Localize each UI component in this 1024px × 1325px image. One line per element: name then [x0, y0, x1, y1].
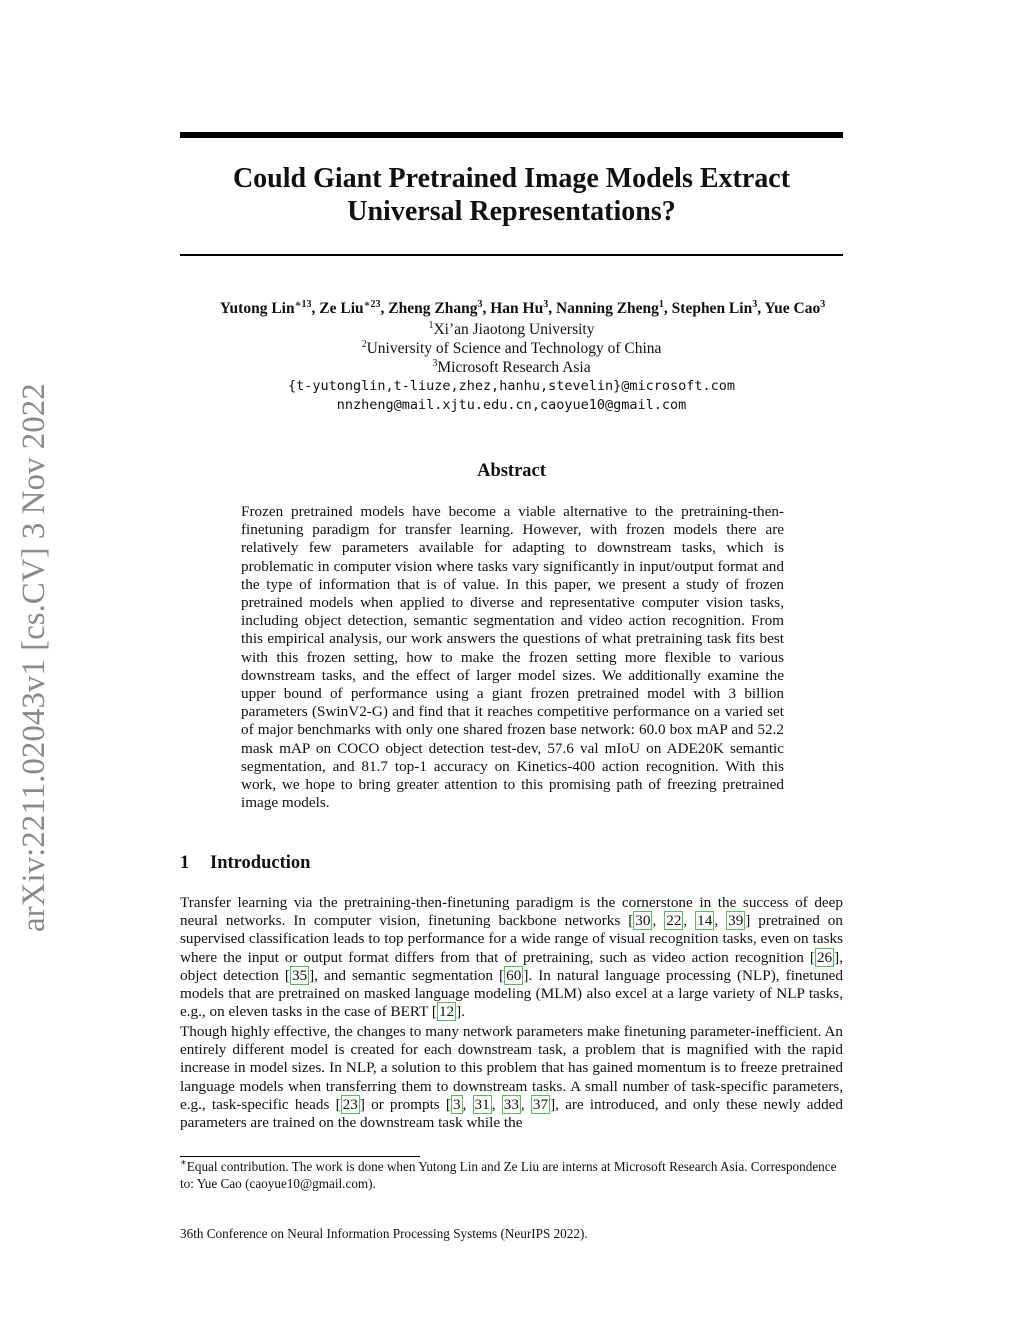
citation-link[interactable]: 12 [438, 1003, 455, 1021]
author-affiliation-marker: 3 [752, 298, 758, 310]
citation-link[interactable]: 35 [291, 966, 308, 984]
author-affiliation-marker: ∗23 [363, 298, 381, 310]
author-affiliation-marker: 3 [543, 298, 549, 310]
citation-link[interactable]: 14 [697, 912, 713, 930]
author-name: Nanning Zheng [555, 300, 659, 317]
section-title: Introduction [210, 853, 311, 873]
citation-link[interactable]: 33 [503, 1095, 519, 1113]
author-list: Yutong Lin$^{∗13}$, Ze Liu$^{∗23}$, Zheng Zhang$^3$, Han Hu$^3$, Nanning Zheng$^1$, Stephen Lin$^3$, Yue Cao$^3$ [219, 298, 826, 317]
citation-link[interactable]: 31 [474, 1095, 490, 1113]
author-name: Han Hu [490, 300, 544, 317]
author-name: Ze Liu [319, 300, 364, 317]
abstract-heading: Abstract [477, 461, 546, 481]
arxiv-side-stamp: arXiv:2211.02043v1 [cs.CV] 3 Nov 2022 [16, 383, 52, 932]
citation-link[interactable]: 23 [342, 1095, 358, 1113]
email-line-1: {t-yutonglin,t-liuze,zhez,hanhu,stevelin}@microsoft.com [287, 378, 736, 394]
author-affiliation-marker: 3 [477, 298, 483, 310]
section-heading [180, 853, 310, 874]
author-name: Yue Cao [764, 300, 821, 317]
author-name: Zheng Zhang [388, 300, 478, 317]
footnote-marker: ∗ [180, 1157, 187, 1169]
citation-link[interactable]: 37 [532, 1095, 549, 1113]
footnote-text: Equal contribution. The work is done when Yutong Lin and Ze Liu are interns at Microsoft Research Asia. Correspondence to: Yue Cao (caoyue10@gmail.com). [180, 1159, 837, 1191]
conference-note: 36th Conference on Neural Information Processing Systems (NeurIPS 2022). [180, 1226, 588, 1241]
title-top-rule [180, 132, 843, 138]
affiliation-1: $^1$Xi’an Jiaotong University [428, 319, 595, 338]
intro-paragraph-1: Transfer learning via the pretraining-then-finetuning paradigm is the cornerstone in the success of deep neural networks. In computer vision, finetuning backbone networks [ 30 , 22 , 14 , 39 ] pretrained on supervised classification leads to top performance for a wide range of visual recognition tasks, even on tasks where the input or output format differs from that of pretraining, such as video action recognition [ 26 ], object detection [ 35 ], and semantic segmentation [ 60 ]. In natural language processing (NLP), finetuned models that are pretrained on masked language modeling (MLM) also excel at a large variety of NLP tasks, e.g., on eleven tasks in the case of BERT [ 12 ]. [180, 894, 843, 1021]
author-name: Stephen Lin [671, 300, 753, 317]
title-line-2: Universal Representations? [347, 196, 676, 227]
footnote-rule [180, 1156, 420, 1157]
citation-link[interactable]: 22 [666, 912, 682, 930]
author-affiliation-marker: 3 [820, 298, 826, 310]
footnote [180, 1158, 843, 1192]
paper-title [180, 162, 843, 228]
affiliation-3: $^3$Microsoft Research Asia [432, 357, 591, 376]
citation-link[interactable]: 30 [635, 912, 651, 930]
author-affiliation-marker: 1 [658, 298, 664, 310]
email-line-2: nnzheng@mail.xjtu.edu.cn,caoyue10@gmail.com [336, 397, 687, 413]
section-number: 1 [180, 853, 190, 873]
citation-link[interactable]: 39 [728, 912, 744, 930]
citation-link[interactable]: 3 [452, 1095, 461, 1113]
title-line-1: Could Giant Pretrained Image Models Extract [232, 163, 791, 194]
citation-link[interactable]: 26 [816, 948, 833, 966]
author-name: Yutong Lin [219, 300, 295, 317]
affiliation-2: $^2$University of Science and Technology of China [361, 338, 662, 357]
abstract-body: Frozen pretrained models have become a viable alternative to the pretraining-then-finetuning paradigm for transfer learning. However, with frozen models there are relatively few parameters available for adapting to downstream tasks, which is problematic in computer vision where tasks vary significantly in input/output format and the type of information that is of value. In this paper, we present a study of frozen pretrained models when applied to diverse and representative computer vision tasks, including object detection, semantic segmentation and video action recognition. From this empirical analysis, our work answers the questions of what pretraining task fits best with this frozen setting, how to make the frozen setting more flexible to various downstream tasks, and the effect of larger model sizes. We additionally examine the upper bound of performance using a giant frozen pretrained model with 3 billion parameters (SwinV2-G) and find that it reaches competitive performance on a varied set of major benchmarks with only one shared frozen base network: 60.0 box mAP and 52.2 mask mAP on COCO object detection test-dev, 57.6 val mIoU on ADE20K semantic segmentation, and 81.7 top-1 accuracy on Kinetics-400 action recognition. With this work, we hope to bring greater attention to this promising path of freezing pretrained image models. [241, 503, 784, 812]
citation-link[interactable]: 60 [506, 966, 522, 984]
title-bottom-rule [180, 254, 843, 256]
intro-paragraph-2: Though highly effective, the changes to many network parameters make finetuning parameter-inefficient. An entirely different model is created for each downstream task, a problem that is magnified with the rapid increase in model sizes. In NLP, a solution to this problem that has gained momentum is to freeze pretrained language models when transferring them to downstream tasks. A small number of task-specific parameters, e.g., task-specific heads [ 23 ] or prompts [ 3 , 31 , 33 , 37 ], are introduced, and only these newly added parameters are trained on the downstream task while the [180, 1023, 844, 1132]
author-affiliation-marker: ∗13 [294, 298, 312, 310]
